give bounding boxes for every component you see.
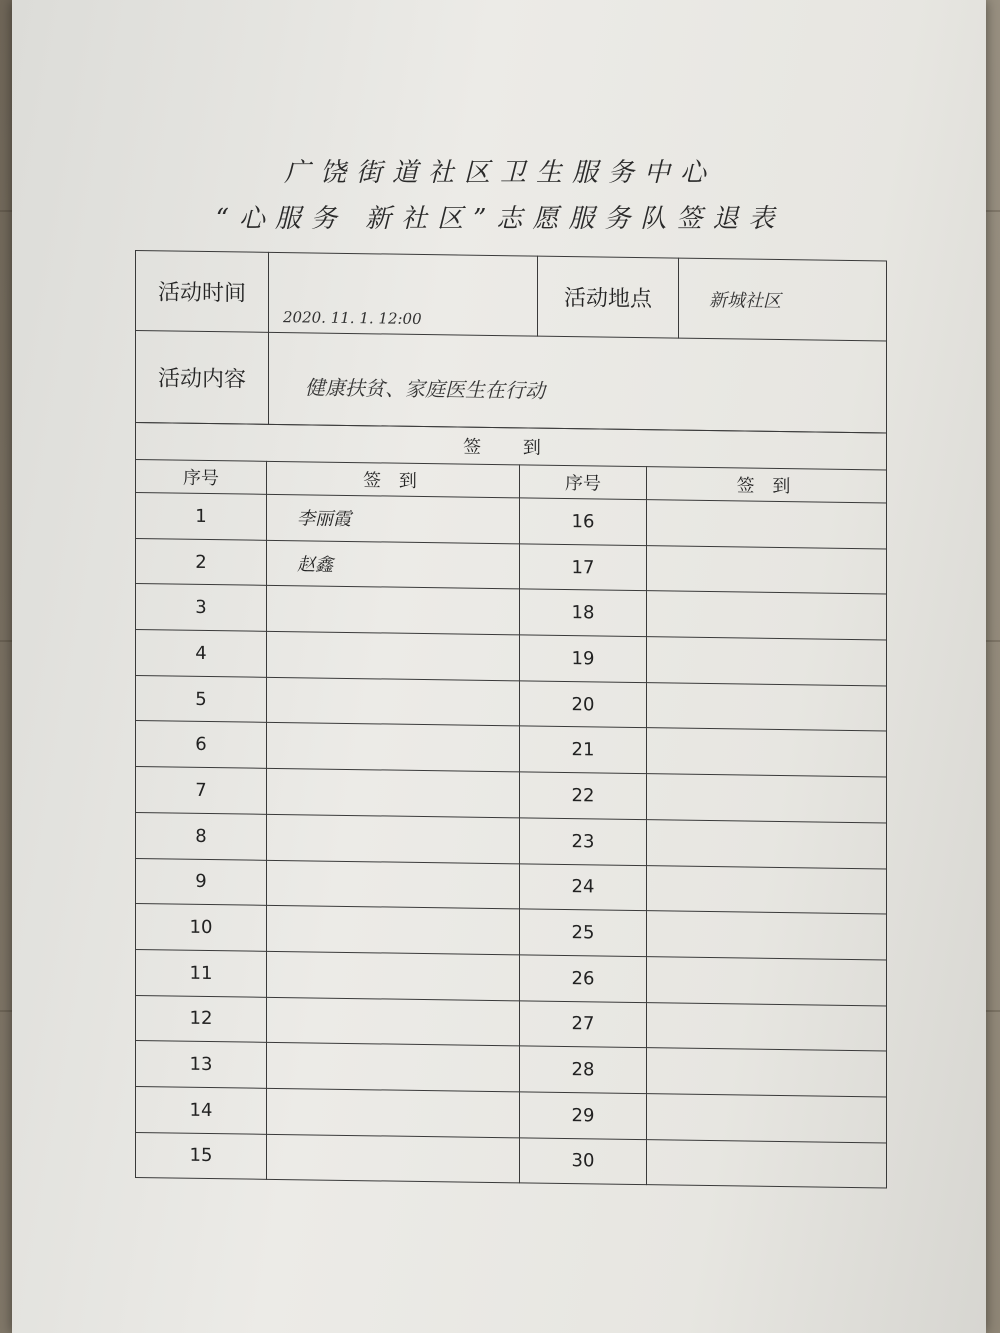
column-header-no-right: 序号 bbox=[520, 465, 647, 500]
row-number-right: 28 bbox=[520, 1046, 647, 1093]
signature-cell-left: 赵鑫 bbox=[267, 540, 520, 589]
signature-cell-left bbox=[267, 906, 520, 955]
signature-cell-left bbox=[267, 1043, 520, 1092]
signature-cell-right bbox=[647, 1002, 887, 1051]
signature-cell-right bbox=[647, 1139, 887, 1188]
signature-cell-right bbox=[647, 637, 887, 686]
signature-cell-left bbox=[267, 677, 520, 726]
row-number-right: 16 bbox=[520, 498, 647, 545]
row-number-right: 30 bbox=[520, 1137, 647, 1184]
signature-cell-left bbox=[267, 860, 520, 909]
document-subtitle: “心服务 新社区”志愿服务队签退表 bbox=[215, 204, 785, 234]
column-header-sign-right: 签 到 bbox=[647, 467, 887, 503]
activity-info-table bbox=[135, 250, 887, 434]
row-number-right: 24 bbox=[520, 863, 647, 910]
table-row bbox=[136, 1132, 887, 1188]
signature-cell-right bbox=[647, 957, 887, 1006]
row-number-right: 19 bbox=[520, 635, 647, 682]
row-number-right: 17 bbox=[520, 544, 647, 591]
signature-cell-right bbox=[647, 1094, 887, 1143]
sign-in-table bbox=[135, 422, 887, 1189]
row-number-left: 11 bbox=[136, 949, 267, 997]
row-number-left: 15 bbox=[136, 1132, 267, 1180]
row-number-left: 3 bbox=[136, 584, 267, 632]
row-number-right: 29 bbox=[520, 1092, 647, 1139]
signature-cell-left bbox=[267, 997, 520, 1046]
row-number-right: 21 bbox=[520, 726, 647, 773]
signature-cell-right bbox=[647, 728, 887, 777]
column-header-sign-left: 签 到 bbox=[267, 461, 520, 498]
activity-time-label: 活动时间 bbox=[136, 251, 269, 333]
signature-cell-left bbox=[267, 814, 520, 863]
activity-place-label: 活动地点 bbox=[538, 256, 679, 338]
signature-cell-right bbox=[647, 1048, 887, 1097]
signature-cell-left bbox=[267, 631, 520, 680]
row-number-left: 10 bbox=[136, 904, 267, 952]
row-number-left: 13 bbox=[136, 1041, 267, 1089]
signature-cell-left bbox=[267, 586, 520, 635]
row-number-right: 26 bbox=[520, 955, 647, 1002]
row-number-right: 27 bbox=[520, 1000, 647, 1047]
document-title: 广饶街道社区卫生服务中心 bbox=[283, 158, 716, 188]
signature-cell-right bbox=[647, 500, 887, 549]
signature-cell-right bbox=[647, 774, 887, 823]
column-header-no-left: 序号 bbox=[136, 460, 267, 495]
row-number-left: 7 bbox=[136, 767, 267, 815]
row-number-left: 4 bbox=[136, 630, 267, 678]
row-number-right: 23 bbox=[520, 818, 647, 865]
signature-cell-right bbox=[647, 682, 887, 731]
row-number-right: 22 bbox=[520, 772, 647, 819]
row-number-left: 14 bbox=[136, 1086, 267, 1134]
signature-cell-right bbox=[647, 545, 887, 594]
row-number-left: 6 bbox=[136, 721, 267, 769]
sign-in-section-title: 签 到 bbox=[136, 423, 887, 470]
row-number-right: 25 bbox=[520, 909, 647, 956]
row-number-right: 20 bbox=[520, 681, 647, 728]
signature-cell-left bbox=[267, 768, 520, 817]
row-number-left: 2 bbox=[136, 538, 267, 586]
activity-place-value: 新城社区 bbox=[709, 289, 781, 312]
row-number-left: 12 bbox=[136, 995, 267, 1043]
signature-cell-left bbox=[267, 1134, 520, 1183]
signature-cell-left bbox=[267, 951, 520, 1000]
signature-cell-left bbox=[267, 723, 520, 772]
signature-cell-left: 李丽霞 bbox=[267, 494, 520, 543]
row-number-right: 18 bbox=[520, 589, 647, 636]
signature-cell-right bbox=[647, 819, 887, 868]
row-number-left: 9 bbox=[136, 858, 267, 906]
activity-content-label: 活动内容 bbox=[136, 331, 269, 425]
activity-content-value: 健康扶贫、家庭医生在行动 bbox=[305, 375, 545, 403]
row-number-left: 8 bbox=[136, 812, 267, 860]
activity-time-value: 2020. 11. 1. 12:00 bbox=[283, 308, 422, 329]
signature-cell-right bbox=[647, 591, 887, 640]
row-number-left: 1 bbox=[136, 493, 267, 541]
sign-out-form bbox=[135, 250, 887, 1189]
signature-cell-right bbox=[647, 865, 887, 914]
row-number-left: 5 bbox=[136, 675, 267, 723]
signature-cell-left bbox=[267, 1088, 520, 1137]
signature-cell-right bbox=[647, 911, 887, 960]
